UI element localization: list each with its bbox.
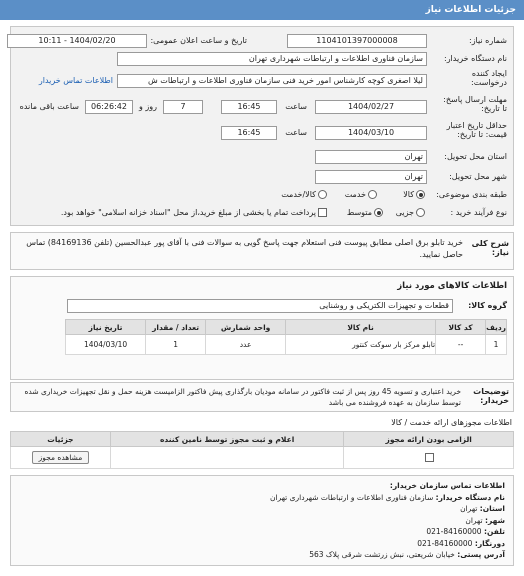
cell-details (11, 447, 111, 469)
goods-table-header (66, 320, 507, 335)
creator-label: ایجاد کننده درخواست: (471, 69, 507, 87)
deadline-time-field[interactable]: 16:45 (221, 100, 277, 114)
contact-value: تهران (460, 504, 478, 513)
category-goods-label: کالا (403, 190, 414, 199)
cell-date: 1404/03/10 (66, 335, 146, 355)
days-field: 7 (163, 100, 203, 114)
notes-label: توضیحات خریدار: (473, 387, 509, 405)
deadline-time-label: ساعت (285, 102, 307, 111)
radio-both-icon[interactable] (318, 190, 327, 199)
contact-key: دورنگار: (474, 538, 505, 548)
col-details: جزئیات (11, 432, 111, 447)
buyer-contact-link[interactable]: اطلاعات تماس خریدار (38, 76, 113, 85)
price-validity-date-field[interactable]: 1404/03/10 (315, 126, 427, 140)
deadline-label: مهلت ارسال پاسخ: تا تاریخ: (443, 95, 507, 113)
process-medium[interactable] (347, 208, 383, 217)
province-field[interactable]: تهران (315, 150, 427, 164)
row-deadline (17, 95, 507, 119)
category-label: طبقه بندی موضوعی: (436, 190, 507, 199)
announce-label: تاریخ و ساعت اعلان عمومی: (150, 36, 247, 45)
cell-code: -- (436, 335, 486, 355)
notes-box (10, 382, 514, 412)
process-minor[interactable] (396, 208, 425, 217)
buyer-org-field[interactable]: سازمان فناوری اطلاعات و ارتباطات شهرداری تهران (117, 52, 427, 66)
need-details-panel (10, 26, 514, 226)
buyer-org-label: نام دستگاه خریدار: (444, 54, 507, 63)
contact-line (19, 503, 505, 515)
checkbox-icon[interactable] (318, 208, 327, 217)
row-creator (17, 69, 507, 93)
col-code: کد کالا (436, 320, 486, 335)
goods-section-title: اطلاعات کالاهای مورد نیاز (397, 281, 507, 291)
radio-goods-icon[interactable] (416, 190, 425, 199)
city-field[interactable]: تهران (315, 170, 427, 184)
goods-group-field[interactable]: قطعات و تجهیزات الکتریکی و روشنایی (67, 299, 453, 313)
goods-table (65, 319, 507, 355)
cell-registered (110, 447, 343, 469)
row-buyer-org (17, 51, 507, 69)
contact-title: اطلاعات تماس سازمان خریدار: (389, 481, 505, 490)
process-medium-label: متوسط (346, 208, 372, 217)
radio-medium-icon[interactable] (374, 208, 383, 217)
view-license-button[interactable]: مشاهده مجوز (32, 451, 90, 464)
goods-box (10, 276, 514, 380)
province-label: استان محل تحویل: (444, 152, 507, 161)
col-registered: اعلام و ثبت مجوز توسط نامین کننده (110, 432, 343, 447)
required-checkbox-icon (425, 453, 434, 462)
col-required: الزامی بودن ارائه مجوز (344, 432, 514, 447)
price-validity-label: حداقل تاریخ اعتبار قیمت: تا تاریخ: (446, 121, 507, 139)
responses-table (10, 431, 514, 469)
contact-line (19, 549, 505, 561)
price-validity-time-field[interactable]: 16:45 (221, 126, 277, 140)
contact-line (19, 515, 505, 527)
remaining-label: ساعت باقی مانده (19, 102, 79, 111)
city-label: شهر محل تحویل: (449, 172, 507, 181)
contact-value: 84160000-021 (426, 527, 482, 536)
process-label: نوع فرآیند خرید : (450, 208, 507, 217)
cell-unit: عدد (206, 335, 286, 355)
contact-value: 84160000-021 (417, 538, 473, 548)
contact-key: تلفن: (483, 527, 505, 536)
payment-text: پرداخت تمام یا بخشی از مبلغ خرید،از محل "اسناد خزانه اسلامی" خواهد بود. (60, 208, 316, 217)
days-label: روز و (139, 102, 157, 111)
deadline-date-field[interactable]: 1404/02/27 (315, 100, 427, 114)
row-need-number (17, 33, 507, 51)
category-service[interactable] (345, 190, 377, 199)
category-both-label: کالا/خدمت (281, 190, 316, 199)
row-price-validity (17, 121, 507, 145)
need-number-field[interactable]: 1104101397000008 (287, 34, 427, 48)
contact-value: سازمان فناوری اطلاعات و ارتباطات شهرداری تهران (270, 492, 434, 502)
col-unit: واحد شمارش (206, 320, 286, 335)
contact-value: تهران (465, 515, 483, 525)
category-both[interactable] (281, 190, 327, 199)
cell-qty: 1 (146, 335, 206, 355)
summary-box (10, 232, 514, 270)
row-province (17, 149, 507, 167)
contact-line (19, 492, 505, 504)
radio-service-icon[interactable] (368, 190, 377, 199)
notes-text: خرید اعتباری و تسویه 45 روز پس از ثبت فاکتور در سامانه مودیان بارگذاری پیش فاکتور الزامیست هزینه حمل و نقل تجهیزات خریداری شده توسط سازمان به عهده فروشنده می باشد (24, 387, 461, 407)
row-process (17, 205, 507, 223)
summary-label: شرح کلی نیاز: (471, 239, 509, 257)
summary-text: خرید تابلو برق اصلی مطابق پیوست فنی استعلام جهت پاسخ گویی به سوالات فنی با آقای پور عبدالحسین (تلفن 84169136) تماس حاصل نمایید. (26, 238, 463, 259)
payment-option[interactable] (61, 208, 327, 217)
cell-name: تابلو مرکز بار سوکت کنتور (286, 335, 436, 355)
contact-value: خیابان شریعتی، نبش زرتشت شرقی پلاک 563 (309, 550, 455, 559)
contact-key: شهر: (485, 515, 505, 525)
row-category (17, 187, 507, 205)
category-goods[interactable] (403, 190, 425, 199)
table-row[interactable] (66, 335, 507, 355)
row-city (17, 169, 507, 187)
col-date: تاریخ نیاز (66, 320, 146, 335)
cell-required (344, 447, 514, 469)
process-minor-label: جزیی (395, 208, 414, 217)
table-row (11, 447, 514, 469)
radio-minor-icon[interactable] (416, 208, 425, 217)
contact-key: نام دستگاه خریدار: (435, 492, 505, 502)
col-row: ردیف (486, 320, 507, 335)
contact-key: آدرس پستی: (457, 550, 505, 559)
need-number-label: شماره نیاز: (469, 36, 507, 45)
contact-key: استان: (479, 504, 505, 513)
remaining-field: 06:26:42 (85, 100, 133, 114)
announce-field[interactable]: 1404/02/20 - 10:11 (7, 34, 147, 48)
cell-row: 1 (486, 335, 507, 355)
responses-title: اطلاعات مجوزهای ارائه خدمت / کالا (391, 418, 512, 427)
page-header (0, 0, 524, 20)
goods-group-label: گروه کالا: (468, 301, 507, 310)
creator-field[interactable]: لیلا اصغری کوچه کارشناس امور خرید فنی سازمان فناوری اطلاعات و ارتباطات ش (117, 74, 427, 88)
contact-line (19, 538, 505, 550)
contact-line (19, 526, 505, 538)
category-service-label: خدمت (344, 190, 366, 199)
col-name: نام کالا (286, 320, 436, 335)
responses-header (11, 432, 514, 447)
contact-box (10, 475, 514, 566)
price-validity-time-label: ساعت (285, 128, 307, 137)
col-qty: تعداد / مقدار (146, 320, 206, 335)
page-title: جزئیات اطلاعات نیاز (425, 5, 516, 15)
